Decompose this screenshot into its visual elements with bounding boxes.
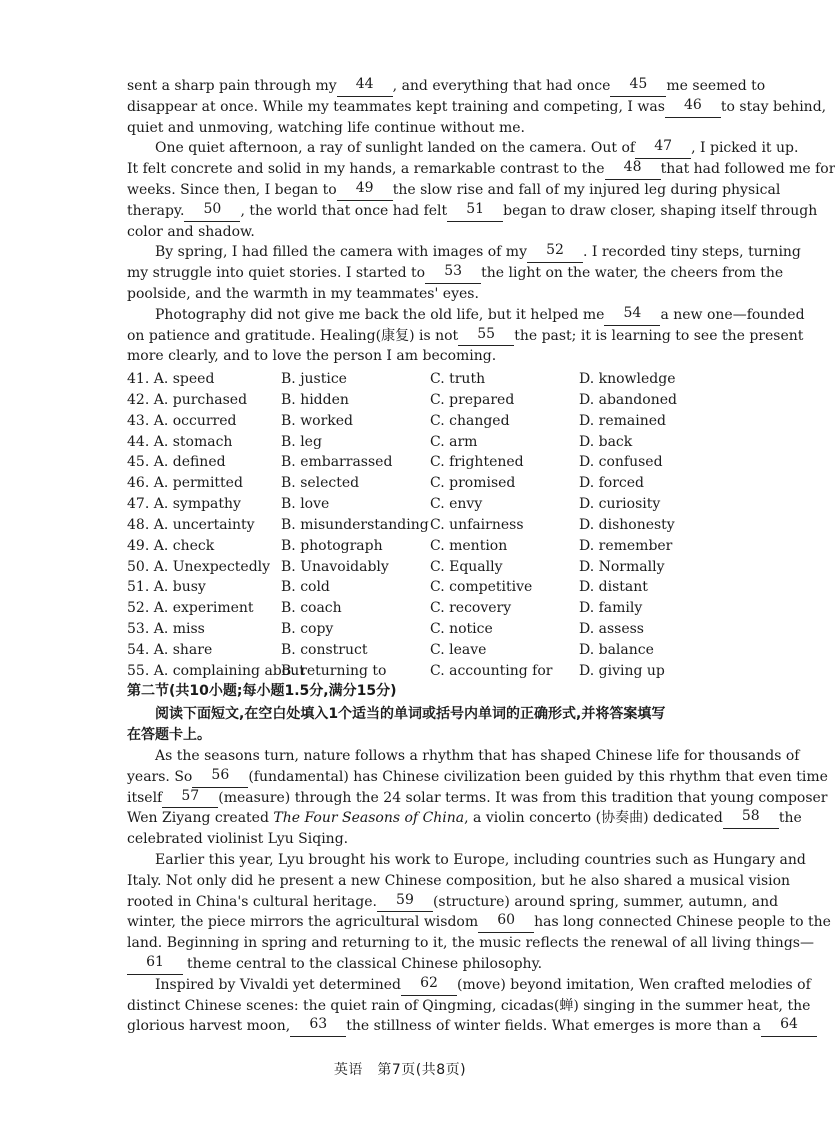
option-row: 45. A. defined B. embarrassed C. frightened D. confused [127,454,663,471]
option-row: 54. A. share B. construct C. leave D. balance [127,641,654,658]
text-line: glorious harvest moon, 63 the stillness of winter fields. What emerges is more than a 64 [127,1016,751,1037]
text-line: land. Beginning in spring and returning to it, the music reflects the renewal of all living things— [127,935,814,952]
answer-blank: 47 [635,138,691,159]
section-instructions: 阅读下面短文,在空白处填入1个适当的单词或括号内单词的正确形式,并将答案填写 在答题卡上。 [127,706,666,743]
page-footer: 英语 第7页(共8页) [333,1062,467,1078]
option-row: 50. A. Unexpectedly B. Unavoidably C. Equally D. Normally [127,558,665,575]
text-line: disappear at once. While my teammates kept training and competing, I was 46 to stay behind, [127,97,751,118]
text-line: color and shadow. [127,223,255,240]
answer-blank: 58 [723,808,779,829]
answer-blank: 48 [605,159,661,180]
text-line: more clearly, and to love the person I am becoming. [127,348,497,365]
text-line: By spring, I had filled the camera with images of my 52 . I recorded tiny steps, turning [127,242,751,263]
answer-blank: 45 [610,76,666,97]
option-row: 43. A. occurred B. worked C. changed D. remained [127,412,666,429]
text-line: therapy. 50 , the world that once had felt 51 began to draw closer, shaping itself through [127,201,751,222]
text-line: Photography did not give me back the old life, but it helped me 54 a new one—founded [127,305,751,326]
text-line: Inspired by Vivaldi yet determined 62 (move) beyond imitation, Wen crafted melodies of [127,975,751,996]
option-row: 49. A. check B. photograph C. mention D. remember [127,537,673,554]
text-line: sent a sharp pain through my 44 , and everything that had once 45 me seemed to [127,76,751,97]
answer-blank: 57 [162,788,218,809]
text-line: my struggle into quiet stories. I started to 53 the light on the water, the cheers from the [127,263,751,284]
text-line: poolside, and the warmth in my teammates' eyes. [127,285,479,302]
section-title: 第二节(共10小题;每小题1.5分,满分15分) [127,683,397,699]
grammar-passage [127,746,831,1037]
text-line: quiet and unmoving, watching life continue without me. [127,119,525,136]
answer-blank: 63 [290,1016,346,1037]
option-row: 47. A. sympathy B. love C. envy D. curiosity [127,496,661,513]
text-line: weeks. Since then, I began to 49 the slow rise and fall of my injured leg during physical [127,180,751,201]
cloze-passage [127,76,835,367]
work-title: The Four Seasons of China [273,810,465,827]
answer-blank: 64 [761,1016,817,1037]
text-line: It felt concrete and solid in my hands, a remarkable contrast to the 48 that had followed me for [127,159,751,180]
answer-blank: 46 [665,97,721,118]
text-line: distinct Chinese scenes: the quiet rain of Qingming, cicadas(蝉) singing in the summer heat, the [127,997,811,1014]
option-row: 51. A. busy B. cold C. competitive D. distant [127,579,648,596]
answer-blank: 62 [401,975,457,996]
text-line: Wen Ziyang created The Four Seasons of China, a violin concerto (协奏曲) dedicated 58 the [127,808,751,829]
option-row: 48. A. uncertainty B. misunderstanding C. unfairness D. dishonesty [127,516,675,533]
text-line: As the seasons turn, nature follows a rhythm that has shaped Chinese life for thousands of [155,748,800,764]
text-line: One quiet afternoon, a ray of sunlight landed on the camera. Out of 47 , I picked it up. [127,138,751,159]
text-line: Italy. Not only did he present a new Chinese composition, but he also shared a musical vision [127,872,791,889]
answer-blank: 54 [604,305,660,326]
text-line: rooted in China's cultural heritage. 59 (structure) around spring, summer, autumn, and [127,892,751,913]
text-line: Earlier this year, Lyu brought his work to Europe, including countries such as Hungary and [155,851,806,868]
answer-blank: 52 [527,242,583,263]
answer-blank: 44 [337,76,393,97]
option-row: 44. A. stomach B. leg C. arm D. back [127,433,633,450]
answer-blank: 50 [184,201,240,222]
option-row: 52. A. experiment B. coach C. recovery D. family [127,600,643,617]
text-line: celebrated violinist Lyu Siqing. [127,831,349,848]
option-row: 53. A. miss B. copy C. notice D. assess [127,621,644,638]
answer-blank: 60 [478,912,534,933]
answer-blank: 55 [458,326,514,347]
answer-blank: 59 [377,892,433,913]
text-line: itself 57 (measure) through the 24 solar terms. It was from this tradition that young composer [127,788,751,809]
answer-blank: 61 [127,954,183,975]
option-row: 55. A. complaining about B. returning to C. accounting for D. giving up [127,662,665,679]
option-row: 46. A. permitted B. selected C. promised D. forced [127,475,645,492]
option-row: 41. A. speed B. justice C. truth D. knowledge [127,371,676,387]
text-line: 61 theme central to the classical Chinese philosophy. [127,954,751,975]
text-line: winter, the piece mirrors the agricultural wisdom 60 has long connected Chinese people to the [127,912,751,933]
answer-blank: 56 [192,767,248,788]
answer-blank: 49 [337,180,393,201]
option-row: 42. A. purchased B. hidden C. prepared D. abandoned [127,391,677,408]
text-line: years. So 56 (fundamental) has Chinese civilization been guided by this rhythm that even time [127,767,751,788]
answer-blank: 53 [425,263,481,284]
answer-blank: 51 [447,201,503,222]
options-table [127,369,751,682]
text-line: on patience and gratitude. Healing(康复) is not 55 the past; it is learning to see the present [127,326,751,347]
